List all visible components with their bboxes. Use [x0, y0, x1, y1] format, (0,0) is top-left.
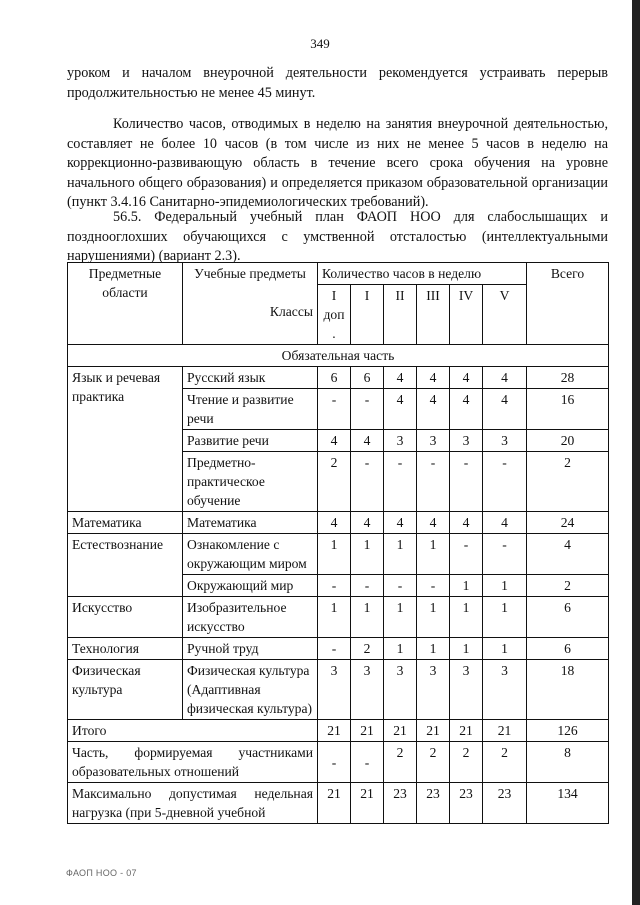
total-cell: 126 — [527, 720, 609, 742]
subject-cell: Чтение и развитие речи — [183, 389, 318, 430]
table-row — [68, 534, 609, 575]
hours-cell: 3 — [483, 430, 527, 452]
hours-cell: 2 — [483, 742, 527, 783]
summary-label: Максимально допустимая недельная нагрузка (при 5-дневной учебной — [68, 783, 318, 824]
total-cell: 134 — [527, 783, 609, 824]
hours-cell: 4 — [318, 430, 351, 452]
subject-cell: Ручной труд — [183, 638, 318, 660]
summary-row — [68, 720, 609, 742]
grade-header: V — [483, 285, 527, 345]
hours-cell: 1 — [483, 597, 527, 638]
hours-cell: 1 — [384, 597, 417, 638]
footer-code: ФАОП НОО - 07 — [66, 868, 137, 878]
hours-cell: 4 — [318, 512, 351, 534]
hours-cell: 1 — [384, 534, 417, 575]
hours-cell: - — [351, 452, 384, 512]
hours-cell: - — [318, 638, 351, 660]
hours-cell: - — [318, 575, 351, 597]
header-subjects — [183, 263, 318, 345]
hours-cell: 2 — [450, 742, 483, 783]
subject-cell: Русский язык — [183, 367, 318, 389]
subject-cell: Ознакомление с окружающим миром — [183, 534, 318, 575]
hours-cell: - — [318, 389, 351, 430]
hours-cell: - — [351, 389, 384, 430]
section-mandatory: Обязательная часть — [68, 345, 609, 367]
total-cell: 4 — [527, 534, 609, 575]
hours-cell: 1 — [450, 575, 483, 597]
hours-cell: - — [351, 575, 384, 597]
hours-cell: 3 — [318, 660, 351, 720]
hours-cell: 4 — [417, 512, 450, 534]
subject-cell: Окружающий мир — [183, 575, 318, 597]
total-cell: 2 — [527, 452, 609, 512]
hours-cell: 4 — [351, 512, 384, 534]
subject-cell: Физическая культура (Адаптивная физическая культура) — [183, 660, 318, 720]
hours-cell: 1 — [417, 638, 450, 660]
hours-cell: 2 — [417, 742, 450, 783]
subject-area-cell: Искусство — [68, 597, 183, 638]
hours-cell: 3 — [483, 660, 527, 720]
hours-cell: 4 — [384, 367, 417, 389]
table-row — [68, 367, 609, 389]
hours-cell: 21 — [318, 783, 351, 824]
grade-header: II — [384, 285, 417, 345]
summary-label: Часть, формируемая участниками образовательных отношений — [68, 742, 318, 783]
subject-area-cell: Язык и речевая практика — [68, 367, 183, 512]
grade-header: III — [417, 285, 450, 345]
hours-cell: 4 — [351, 430, 384, 452]
hours-cell: - — [483, 534, 527, 575]
summary-label: Итого — [68, 720, 318, 742]
hours-cell: 1 — [351, 534, 384, 575]
hours-cell: 21 — [351, 720, 384, 742]
total-cell: 20 — [527, 430, 609, 452]
hours-cell: 21 — [318, 720, 351, 742]
hours-cell: 3 — [417, 660, 450, 720]
hours-cell: 3 — [450, 430, 483, 452]
hours-cell: 21 — [450, 720, 483, 742]
grade-header: I — [351, 285, 384, 345]
hours-cell: 4 — [384, 512, 417, 534]
subject-cell: Математика — [183, 512, 318, 534]
hours-cell: 4 — [450, 512, 483, 534]
total-cell: 28 — [527, 367, 609, 389]
hours-cell: 21 — [351, 783, 384, 824]
hours-cell: 1 — [483, 638, 527, 660]
hours-cell: 23 — [384, 783, 417, 824]
hours-cell: - — [450, 534, 483, 575]
header-classes-label: Классы — [269, 304, 313, 319]
total-cell: 2 — [527, 575, 609, 597]
hours-cell: 21 — [384, 720, 417, 742]
hours-cell: 3 — [384, 660, 417, 720]
subject-cell: Предметно-практическое обучение — [183, 452, 318, 512]
table-row — [68, 660, 609, 720]
total-cell: 6 — [527, 597, 609, 638]
scan-edge — [632, 0, 640, 905]
hours-cell: 4 — [450, 367, 483, 389]
hours-cell: 21 — [417, 720, 450, 742]
hours-cell: - — [384, 575, 417, 597]
total-cell: 16 — [527, 389, 609, 430]
hours-cell: 2 — [351, 638, 384, 660]
total-cell: 6 — [527, 638, 609, 660]
hours-cell: 23 — [450, 783, 483, 824]
subject-area-cell: Технология — [68, 638, 183, 660]
hours-cell: 1 — [450, 638, 483, 660]
hours-cell: 4 — [483, 367, 527, 389]
hours-cell: 3 — [450, 660, 483, 720]
paragraph-2: Количество часов, отводимых в неделю на занятия внеурочной деятельностью, составляет не более 10 часов (в том числе из них не менее 5 часов в неделю на коррекционно-развивающую область в течение всего срока обучения на уровне начального общего образования) и определяется приказом образовательной организации (пункт 3.4.16 Санитарно-эпидемиологических требований). — [67, 116, 608, 210]
hours-cell: 1 — [417, 534, 450, 575]
hours-cell: 6 — [318, 367, 351, 389]
hours-cell: 1 — [351, 597, 384, 638]
hours-cell: 2 — [384, 742, 417, 783]
hours-cell: 3 — [384, 430, 417, 452]
header-hours-per-week: Количество часов в неделю — [318, 263, 527, 285]
hours-cell: 6 — [351, 367, 384, 389]
table-row — [68, 638, 609, 660]
page-number: 349 — [310, 36, 330, 51]
hours-cell: 1 — [318, 597, 351, 638]
hours-cell: 3 — [417, 430, 450, 452]
hours-cell: 4 — [483, 389, 527, 430]
subject-cell: Развитие речи — [183, 430, 318, 452]
header-subject-areas: Предметные области — [68, 263, 183, 345]
total-cell: 24 — [527, 512, 609, 534]
grade-header: I доп. — [318, 285, 351, 345]
hours-cell: - — [318, 742, 351, 783]
subject-area-cell: Физическая культура — [68, 660, 183, 720]
hours-cell: - — [351, 742, 384, 783]
summary-row — [68, 783, 609, 824]
subject-area-cell: Естествознание — [68, 534, 183, 597]
table-row — [68, 597, 609, 638]
curriculum-table — [67, 262, 609, 824]
hours-cell: 23 — [417, 783, 450, 824]
hours-cell: 1 — [384, 638, 417, 660]
hours-cell: - — [450, 452, 483, 512]
header-subjects-label: Учебные предметы — [194, 266, 306, 281]
section-row — [68, 345, 609, 367]
subject-cell: Изобразительное искусство — [183, 597, 318, 638]
hours-cell: 1 — [483, 575, 527, 597]
hours-cell: 23 — [483, 783, 527, 824]
subject-area-cell: Математика — [68, 512, 183, 534]
hours-cell: 2 — [318, 452, 351, 512]
hours-cell: - — [384, 452, 417, 512]
hours-cell: 1 — [450, 597, 483, 638]
hours-cell: - — [483, 452, 527, 512]
total-cell: 18 — [527, 660, 609, 720]
hours-cell: 4 — [450, 389, 483, 430]
hours-cell: 4 — [483, 512, 527, 534]
hours-cell: 21 — [483, 720, 527, 742]
header-row-1 — [68, 263, 609, 285]
hours-cell: 3 — [351, 660, 384, 720]
paragraph-1: уроком и началом внеурочной деятельности рекомендуется устраивать перерыв продолжительностью не менее 45 минут. — [67, 65, 608, 101]
total-cell: 8 — [527, 742, 609, 783]
hours-cell: 4 — [417, 367, 450, 389]
hours-cell: 4 — [417, 389, 450, 430]
header-total: Всего — [527, 263, 609, 345]
table-row — [68, 512, 609, 534]
grade-header: IV — [450, 285, 483, 345]
hours-cell: 1 — [417, 597, 450, 638]
paragraph-3: 56.5. Федеральный учебный план ФАОП НОО для слабослышащих и позднооглохших обучающихся с умственной отсталостью (интеллектуальными нарушениями) (вариант 2.3). — [67, 209, 608, 264]
hours-cell: 1 — [318, 534, 351, 575]
summary-row — [68, 742, 609, 783]
hours-cell: - — [417, 452, 450, 512]
hours-cell: 4 — [384, 389, 417, 430]
hours-cell: - — [417, 575, 450, 597]
